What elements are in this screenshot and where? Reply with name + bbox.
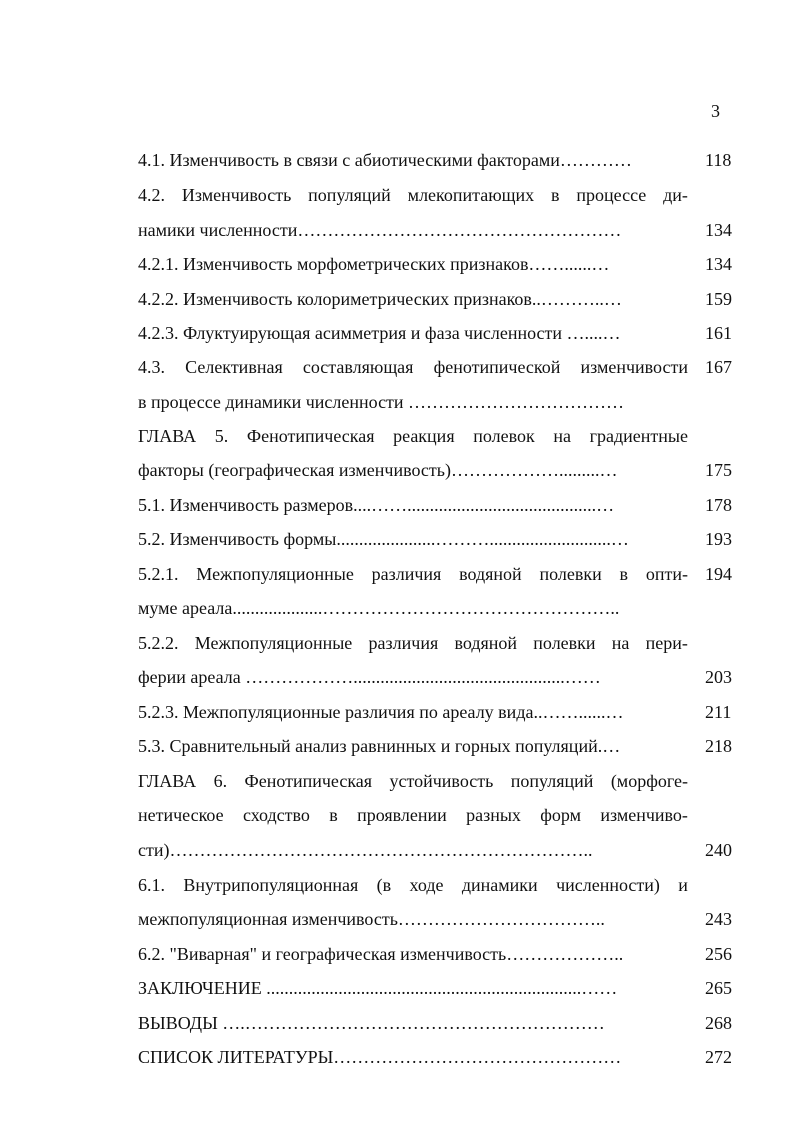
toc-entry-page: 194	[705, 564, 732, 584]
toc-entry-text: 4.2. Изменчивость популяций млекопитающих в процессе ди-	[138, 185, 688, 205]
toc-entry-text: ГЛАВА 5. Фенотипическая реакция полевок на градиентные	[138, 426, 688, 446]
toc-entry-page: 134	[705, 220, 732, 240]
toc-entry-page: 193	[705, 529, 732, 549]
toc-entry-page: 118	[705, 150, 732, 170]
toc-entry-text: нетическое сходство в проявлении разных форм изменчиво-	[138, 805, 688, 825]
toc-entry-page: 159	[705, 289, 732, 309]
toc-entry-text: намики численности………………………………………………	[138, 220, 622, 240]
toc-entry-text: 4.3. Селективная составляющая фенотипической изменчивости	[138, 357, 688, 377]
toc-entry-text: 4.2.1. Изменчивость морфометрических признаков……......…	[138, 254, 610, 274]
toc-entry-text: межпопуляционная изменчивость……………………………..	[138, 909, 605, 929]
toc-entry-text: ВЫВОДЫ ….……………………………………………………	[138, 1013, 605, 1033]
toc-entry-text: 4.1. Изменчивость в связи с абиотическими факторами…………	[138, 150, 632, 170]
toc-entry-page: 178	[705, 495, 732, 515]
toc-entry-text: в процессе динамики численности ………………………………	[138, 392, 625, 412]
toc-entry-text: 4.2.3. Флуктуирующая асимметрия и фаза численности …....…	[138, 323, 621, 343]
toc-entry-page: 272	[705, 1047, 732, 1067]
toc-entry-page: 161	[705, 323, 732, 343]
toc-entry-page: 243	[705, 909, 732, 929]
toc-entry-page: 265	[705, 978, 732, 998]
toc-entry-text: 6.2. "Виварная" и географическая изменчивость………………..	[138, 944, 624, 964]
toc-entry-page: 175	[705, 460, 732, 480]
toc-entry-text: ЗАКЛЮЧЕНИЕ ......................................................................……	[138, 978, 618, 998]
toc-entry-text: ферии ареала ………………...............................................……	[138, 667, 601, 687]
toc-entry-text: 5.2.3. Межпопуляционные различия по ареалу вида..……......…	[138, 702, 624, 722]
toc-entry-page: 240	[705, 840, 732, 860]
toc-entry-text: 6.1. Внутрипопуляционная (в ходе динамики численности) и	[138, 875, 688, 895]
toc-entry-page: 134	[705, 254, 732, 274]
toc-entry-text: 5.2. Изменчивость формы......................………...........................…	[138, 529, 629, 549]
toc-entry-page: 211	[705, 702, 732, 722]
toc-entry-page: 218	[705, 736, 732, 756]
toc-entry-text: 4.2.2. Изменчивость колориметрических признаков..………..…	[138, 289, 622, 309]
toc-entry-text: факторы (географическая изменчивость)……………….........…	[138, 460, 618, 480]
toc-entry-text: 5.2.1. Межпопуляционные различия водяной полевки в опти-	[138, 564, 688, 584]
toc-entry-text: ГЛАВА 6. Фенотипическая устойчивость популяций (морфоге-	[138, 771, 688, 791]
toc-entry-page: 167	[705, 357, 732, 377]
toc-entry-page: 203	[705, 667, 732, 687]
toc-entry-text: муме ареала....................…………………………………………..	[138, 598, 620, 618]
toc-entry-text: СПИСОК ЛИТЕРАТУРЫ…………………………………………	[138, 1047, 622, 1067]
toc-entry-page: 256	[705, 944, 732, 964]
page-number: 3	[711, 101, 720, 121]
toc-entry-text: сти)……………………………………………………………..	[138, 840, 593, 860]
toc-entry-text: 5.2.2. Межпопуляционные различия водяной полевки на пери-	[138, 633, 688, 653]
toc-entry-text: 5.1. Изменчивость размеров....……..........................................…	[138, 495, 615, 515]
toc-entry-text: 5.3. Сравнительный анализ равнинных и горных популяций.…	[138, 736, 621, 756]
toc-entry-page: 268	[705, 1013, 732, 1033]
